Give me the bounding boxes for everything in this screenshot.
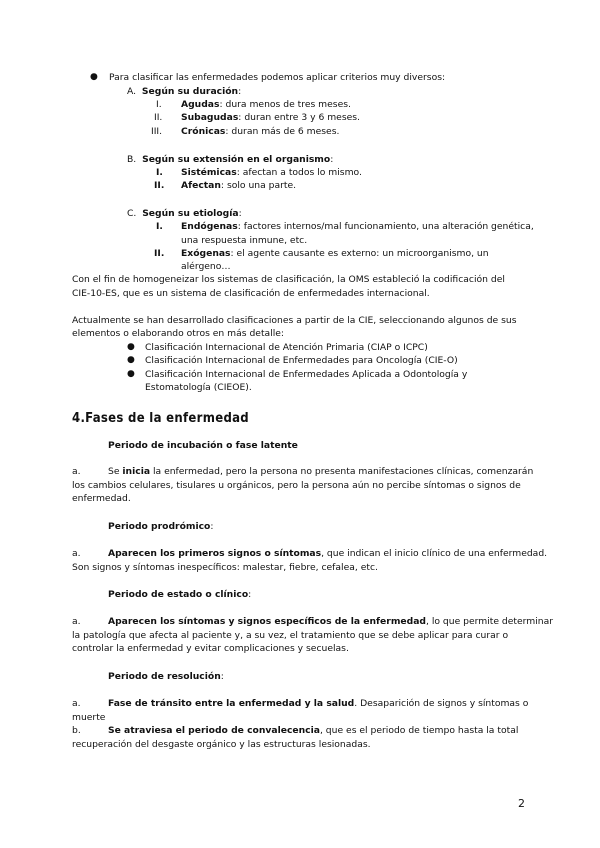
phase-line: a. Fase de tránsito entre la enfermedad y la salud. Desaparición de signos y síntomas o bbox=[72, 698, 529, 709]
list-item-continuation: Estomatología (CIEOE). bbox=[145, 382, 252, 393]
list-item: II. Subagudas: duran entre 3 y 6 meses. bbox=[154, 112, 360, 123]
section-a-heading: A. Según su duración: bbox=[127, 86, 242, 97]
section-c-heading: C. Según su etiología: bbox=[127, 208, 242, 219]
phase-line: los cambios celulares, tisulares u orgánicos, pero la persona aún no percibe síntomas o signos de bbox=[72, 480, 521, 491]
phase-title: Periodo de incubación o fase latente bbox=[108, 440, 298, 451]
phase-line: la patología que afecta al paciente y, a su vez, el tratamiento que se debe aplicar para curar o bbox=[72, 630, 509, 641]
list-item: I. Sistémicas: afectan a todos lo mismo. bbox=[156, 167, 362, 178]
paragraph-line: CIE-10-ES, que es un sistema de clasificación de enfermedades internacional. bbox=[72, 288, 430, 299]
phase-line: muerte bbox=[72, 712, 106, 723]
phase-line: a. Aparecen los síntomas y signos específicos de la enfermedad, lo que permite determinar bbox=[72, 616, 554, 627]
paragraph-line: Con el fin de homogeneizar los sistemas de clasificación, la OMS estableció la codificación del bbox=[72, 274, 505, 285]
list-item: Clasificación Internacional de Enfermedades Aplicada a Odontología y bbox=[145, 369, 468, 380]
paragraph-line: Actualmente se han desarrollado clasificaciones a partir de la CIE, seleccionando algunos de sus bbox=[72, 315, 517, 326]
phase-title: Periodo de estado o clínico: bbox=[108, 589, 252, 600]
list-item: Clasificación Internacional de Enfermedades para Oncología (CIE-O) bbox=[145, 355, 458, 366]
list-item: II. Afectan: solo una parte. bbox=[154, 180, 297, 191]
phase-line: Son signos y síntomas inespecíficos: malestar, fiebre, cefalea, etc. bbox=[72, 562, 378, 573]
paragraph-line: elementos o elaborando otros en más detalle: bbox=[72, 328, 285, 339]
section-heading: 4.Fases de la enfermedad bbox=[72, 411, 249, 426]
bullet-icon: ● bbox=[127, 342, 135, 352]
phase-line: controlar la enfermedad y evitar complicaciones y secuelas. bbox=[72, 643, 349, 654]
phase-line: enfermedad. bbox=[72, 493, 131, 504]
list-item: III. Crónicas: duran más de 6 meses. bbox=[151, 126, 340, 137]
intro-text: Para clasificar las enfermedades podemos aplicar criterios muy diversos: bbox=[109, 72, 446, 83]
bullet-icon: ● bbox=[127, 369, 135, 379]
phase-line: a. Aparecen los primeros signos o síntomas, que indican el inicio clínico de una enfermedad. bbox=[72, 548, 548, 559]
list-item-continuation: una respuesta inmune, etc. bbox=[181, 235, 308, 246]
list-item: II. Exógenas: el agente causante es externo: un microorganismo, un bbox=[154, 248, 489, 259]
bullet-icon: ● bbox=[90, 72, 98, 82]
section-b-heading: B. Según su extensión en el organismo: bbox=[127, 154, 334, 165]
phase-line: recuperación del desgaste orgánico y las estructuras lesionadas. bbox=[72, 739, 371, 750]
list-item: Clasificación Internacional de Atención Primaria (CIAP o ICPC) bbox=[145, 342, 428, 353]
phase-line: a. Se inicia la enfermedad, pero la persona no presenta manifestaciones clínicas, comenzarán bbox=[72, 466, 534, 477]
list-item-continuation: alérgeno… bbox=[181, 261, 231, 272]
phase-title: Periodo prodrómico: bbox=[108, 521, 214, 532]
phase-title: Periodo de resolución: bbox=[108, 671, 224, 682]
bullet-icon: ● bbox=[127, 355, 135, 365]
list-item: I. Agudas: dura menos de tres meses. bbox=[156, 99, 351, 110]
phase-line: b. Se atraviesa el periodo de convalecencia, que es el periodo de tiempo hasta la total bbox=[72, 725, 519, 736]
page-number: 2 bbox=[518, 797, 525, 810]
list-item: I. Endógenas: factores internos/mal funcionamiento, una alteración genética, bbox=[156, 221, 534, 232]
